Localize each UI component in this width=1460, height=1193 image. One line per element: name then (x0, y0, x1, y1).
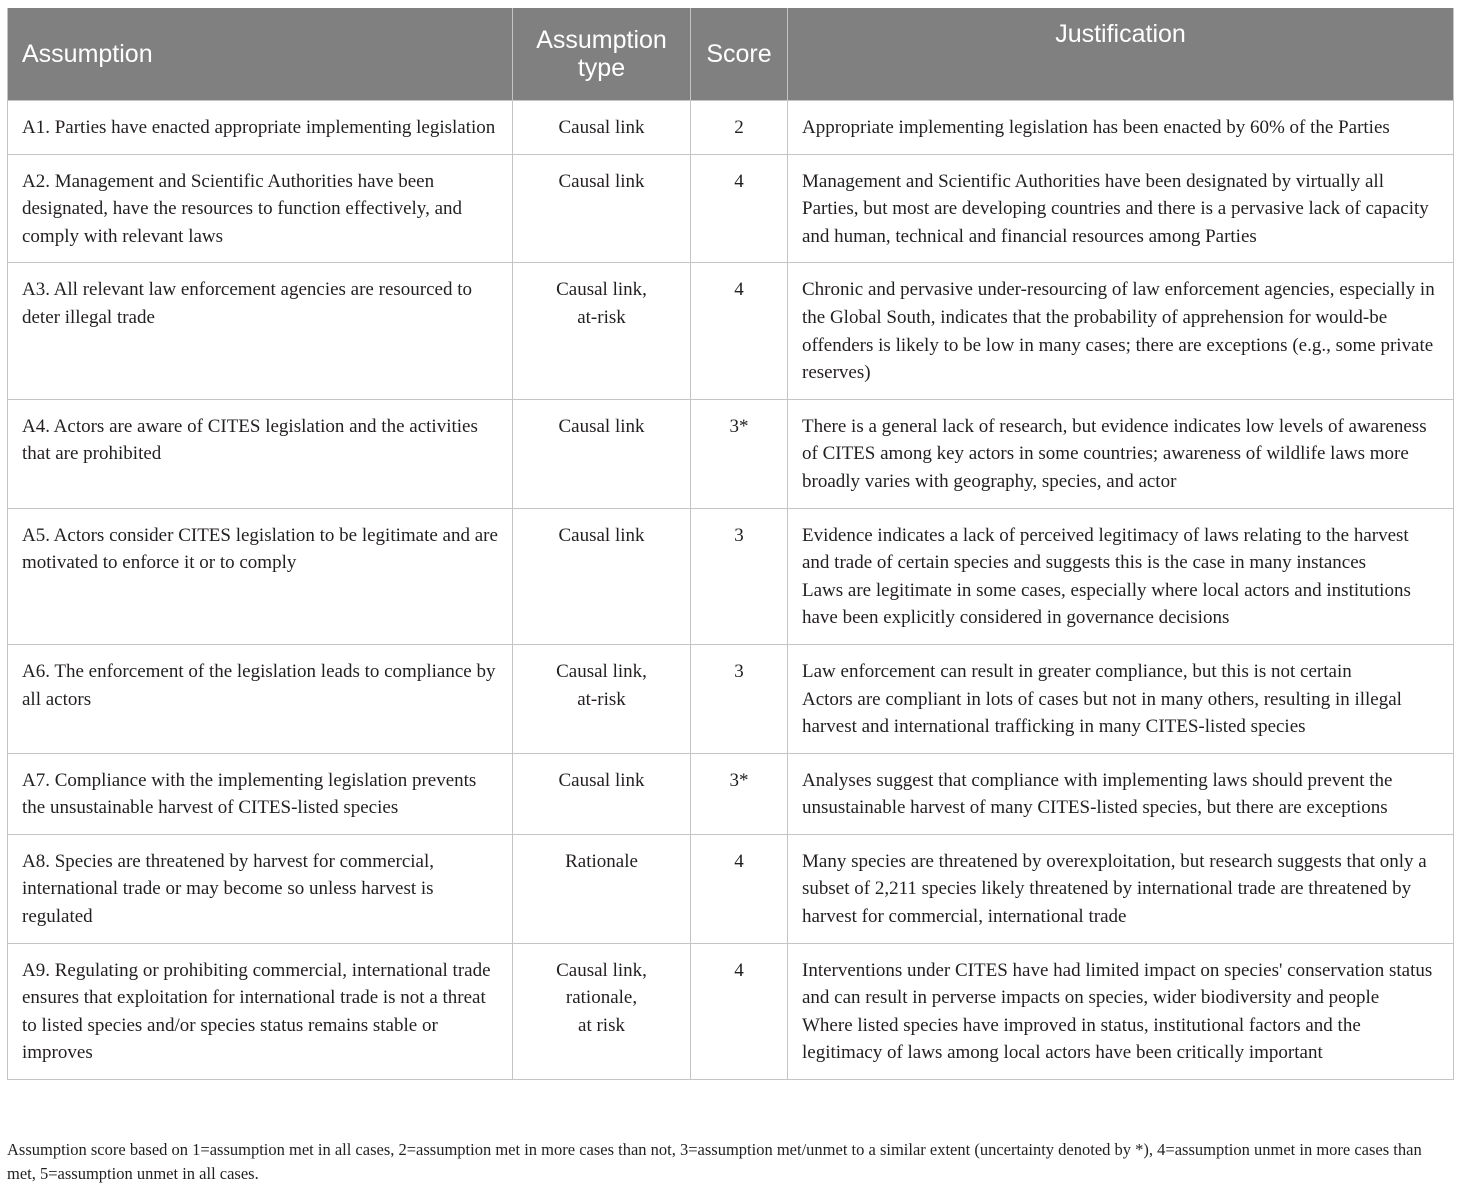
table-row (8, 943, 1454, 1079)
cell-score: 4 (691, 834, 788, 943)
cell-justification (788, 508, 1454, 644)
header-assumption-type-line1: Assumption (536, 26, 667, 54)
cell-score: 4 (691, 263, 788, 399)
assumption-type-line: Causal link, (556, 660, 647, 682)
header-assumption: Assumption (8, 8, 513, 101)
cell-justification (788, 834, 1454, 943)
justification-paragraph: Laws are legitimate in some cases, especially where local actors and institutions have been explicitly considered in governance decisions (802, 579, 1411, 629)
cell-assumption-type (513, 101, 691, 155)
cell-assumption: A9. Regulating or prohibiting commercial, international trade ensures that exploitation for international trade is not a threat to listed species and/or species status remains stable or improves (8, 943, 513, 1079)
cell-justification (788, 943, 1454, 1079)
assumption-type-line: at risk (578, 1014, 625, 1036)
justification-paragraph: Chronic and pervasive under-resourcing of law enforcement agencies, especially in the Global South, indicates that the probability of apprehension for would-be offenders is likely to be low in many cases; there are exceptions (e.g., some private reserves) (802, 279, 1435, 384)
assumption-type-line: Causal link (558, 524, 645, 546)
header-assumption-type (513, 8, 691, 101)
cell-assumption: A4. Actors are aware of CITES legislation and the activities that are prohibited (8, 399, 513, 508)
table-footnote: Assumption score based on 1=assumption met in all cases, 2=assumption met in more cases than not, 3=assumption met/unmet to a similar extent (uncertainty denoted by *), 4=assumption unmet in more cases than met, 5=assumption unmet in all cases. (7, 1140, 1422, 1183)
assumption-type-line: Causal link, (556, 279, 647, 301)
cell-assumption: A7. Compliance with the implementing legislation prevents the unsustainable harvest of CITES-listed species (8, 753, 513, 834)
assumption-type-line: at-risk (577, 688, 626, 710)
cell-justification (788, 101, 1454, 155)
cell-score: 2 (691, 101, 788, 155)
table-row (8, 753, 1454, 834)
cell-justification (788, 399, 1454, 508)
assumption-type-line: Causal link, (556, 959, 647, 981)
justification-paragraph: Appropriate implementing legislation has been enacted by 60% of the Parties (802, 117, 1390, 138)
cell-assumption-type (513, 263, 691, 399)
cell-assumption-type (513, 508, 691, 644)
justification-paragraph: Evidence indicates a lack of perceived legitimacy of laws relating to the harvest and trade of certain species and suggests this is the case in many instances (802, 524, 1409, 574)
justification-paragraph: Where listed species have improved in status, institutional factors and the legitimacy of laws among local actors have been critically important (802, 1014, 1361, 1064)
assumptions-table-container (7, 8, 1453, 1080)
cell-assumption: A3. All relevant law enforcement agencies are resourced to deter illegal trade (8, 263, 513, 399)
justification-paragraph: Analyses suggest that compliance with implementing laws should prevent the unsustainable harvest of many CITES-listed species, but there are exceptions (802, 769, 1393, 819)
cell-assumption-type (513, 644, 691, 753)
table-row (8, 101, 1454, 155)
header-justification: Justification (788, 8, 1454, 101)
table-row (8, 399, 1454, 508)
table-row (8, 834, 1454, 943)
cell-score: 3 (691, 644, 788, 753)
cell-assumption: A2. Management and Scientific Authorities have been designated, have the resources to function effectively, and comply with relevant laws (8, 154, 513, 263)
justification-paragraph: There is a general lack of research, but evidence indicates low levels of awareness of CITES among key actors in some countries; awareness of wildlife laws more broadly varies with geography, species, and actor (802, 415, 1427, 492)
table-row (8, 154, 1454, 263)
assumption-type-line: at-risk (577, 306, 626, 328)
justification-paragraph: Law enforcement can result in greater compliance, but this is not certain (802, 660, 1352, 682)
cell-assumption: A5. Actors consider CITES legislation to be legitimate and are motivated to enforce it or to comply (8, 508, 513, 644)
justification-paragraph: Interventions under CITES have had limited impact on species' conservation status and can result in perverse impacts on species, wider biodiversity and people (802, 959, 1433, 1009)
assumption-type-line: Causal link (558, 117, 645, 138)
table-row (8, 644, 1454, 753)
cell-assumption-type (513, 943, 691, 1079)
cell-justification (788, 644, 1454, 753)
cell-assumption-type (513, 834, 691, 943)
assumption-type-line: Rationale (565, 850, 638, 872)
cell-assumption: A1. Parties have enacted appropriate implementing legislation (8, 101, 513, 155)
cell-assumption: A8. Species are threatened by harvest for commercial, international trade or may become so unless harvest is regulated (8, 834, 513, 943)
justification-paragraph: Management and Scientific Authorities have been designated by virtually all Parties, but most are developing countries and there is a pervasive lack of capacity and human, technical and financial resources among Parties (802, 170, 1429, 247)
cell-score: 4 (691, 943, 788, 1079)
cell-justification (788, 753, 1454, 834)
assumption-type-line: rationale, (565, 987, 638, 1009)
header-score: Score (691, 8, 788, 101)
cell-justification (788, 263, 1454, 399)
cell-justification (788, 154, 1454, 263)
justification-paragraph: Actors are compliant in lots of cases but not in many others, resulting in illegal harvest and international trafficking in many CITES-listed species (802, 688, 1402, 738)
justification-paragraph: Many species are threatened by overexploitation, but research suggests that only a subset of 2,211 species likely threatened by international trade are threatened by harvest for commercial, international trade (802, 850, 1427, 928)
cell-assumption: A6. The enforcement of the legislation leads to compliance by all actors (8, 644, 513, 753)
cell-assumption-type (513, 154, 691, 263)
table-row (8, 508, 1454, 644)
cell-score: 3* (691, 399, 788, 508)
table-row (8, 263, 1454, 399)
assumption-type-line: Causal link (558, 769, 645, 791)
cell-score: 3* (691, 753, 788, 834)
assumption-type-line: Causal link (558, 415, 645, 437)
table-body (8, 101, 1454, 1080)
assumptions-table (7, 8, 1454, 1080)
cell-score: 3 (691, 508, 788, 644)
cell-score: 4 (691, 154, 788, 263)
cell-assumption-type (513, 399, 691, 508)
assumption-type-line: Causal link (558, 170, 645, 192)
header-assumption-type-line2: type (577, 54, 626, 82)
table-header-row (8, 8, 1454, 101)
cell-assumption-type (513, 753, 691, 834)
